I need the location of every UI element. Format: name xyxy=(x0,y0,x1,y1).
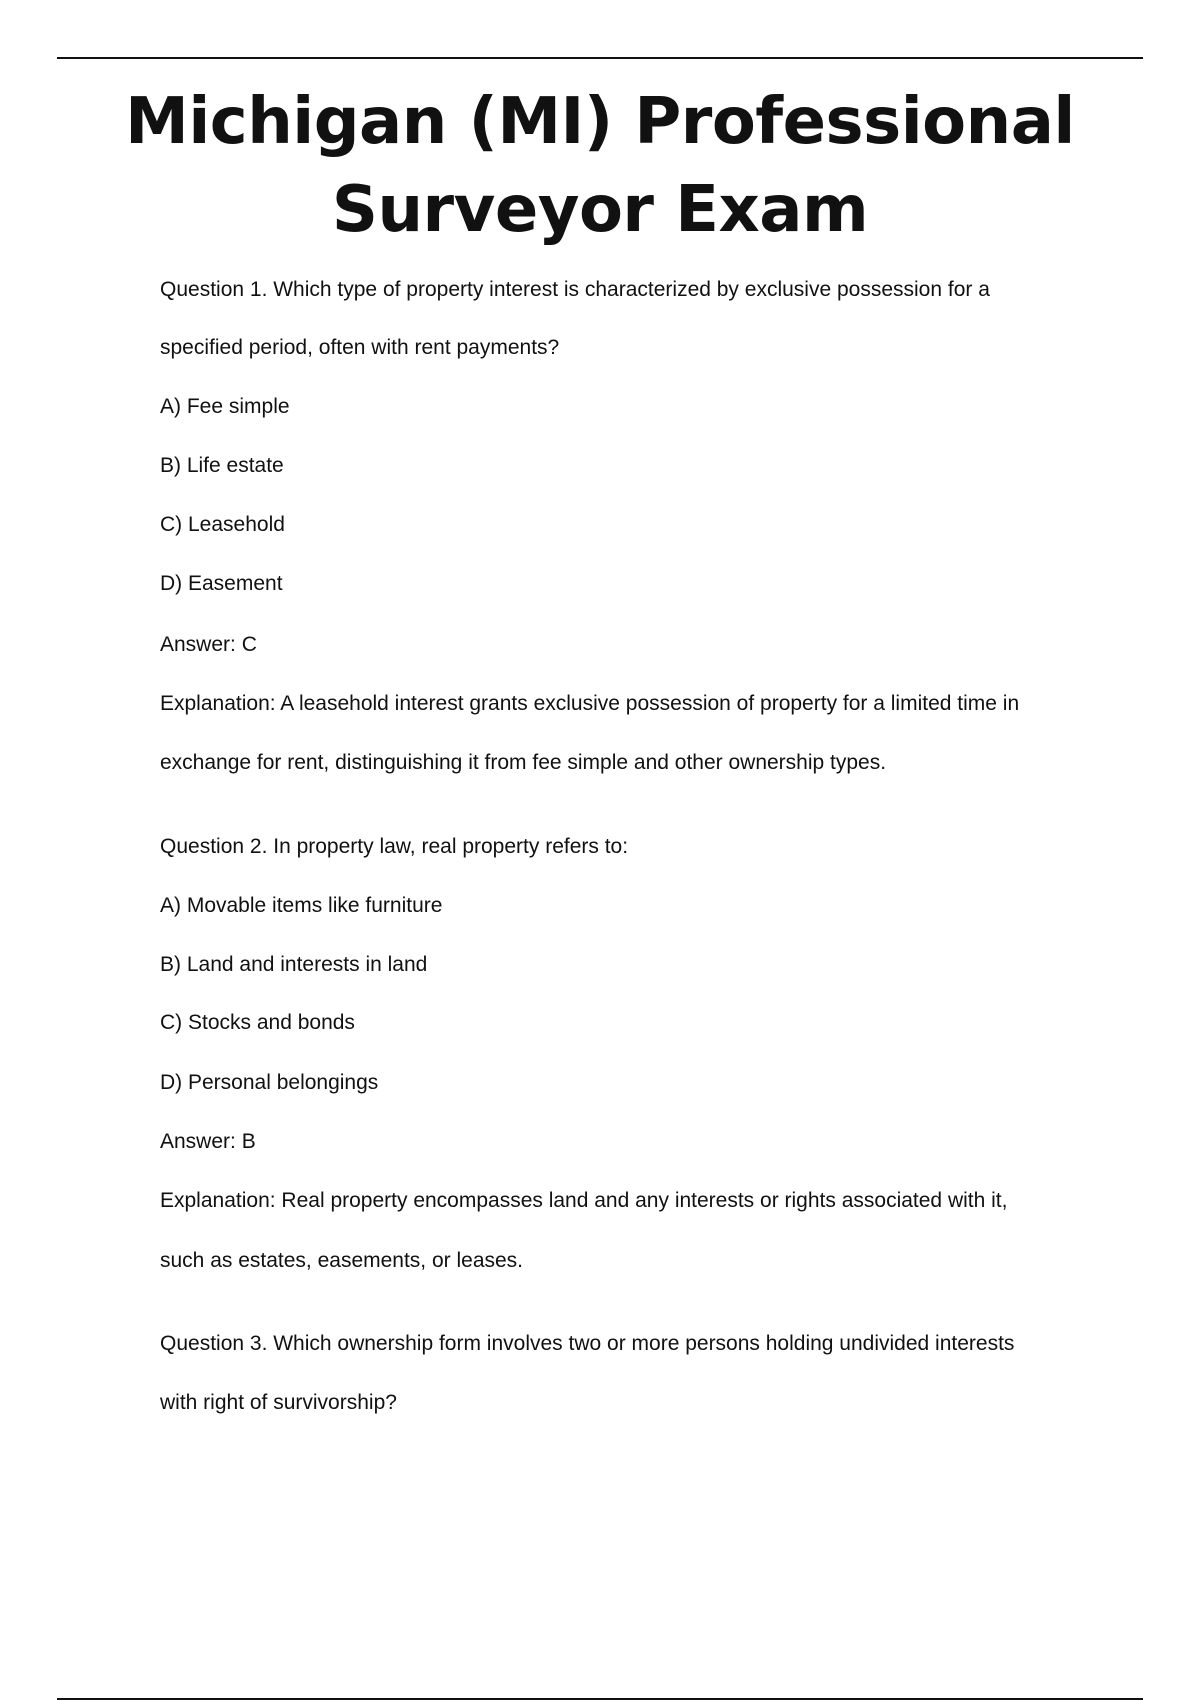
question-3-text-line-2: with right of survivorship? xyxy=(160,1391,397,1414)
question-2-answer: Answer: B xyxy=(160,1130,256,1153)
question-2-option-b: B) Land and interests in land xyxy=(160,953,428,976)
question-2-explanation-line-1: Explanation: Real property encompasses land and any interests or rights associated with it, xyxy=(160,1189,1008,1212)
question-1-option-a: A) Fee simple xyxy=(160,395,290,418)
top-rule xyxy=(57,57,1143,59)
question-2-explanation-line-2: such as estates, easements, or leases. xyxy=(160,1249,524,1272)
page-title xyxy=(0,78,1200,254)
question-1-option-b: B) Life estate xyxy=(160,454,284,477)
question-1-answer: Answer: C xyxy=(160,633,257,656)
question-2-option-d: D) Personal belongings xyxy=(160,1071,379,1094)
question-1-explanation-line-2: exchange for rent, distinguishing it from fee simple and other ownership types. xyxy=(160,751,887,774)
question-1-option-c: C) Leasehold xyxy=(160,513,285,536)
question-2-text-line-1: Question 2. In property law, real property refers to: xyxy=(160,835,629,858)
question-1-option-d: D) Easement xyxy=(160,572,283,595)
question-1-explanation-line-1: Explanation: A leasehold interest grants exclusive possession of property for a limited time in xyxy=(160,692,1020,715)
title-line-2: Surveyor Exam xyxy=(331,173,869,247)
question-1-text-line-1: Question 1. Which type of property interest is characterized by exclusive possession for a xyxy=(160,278,990,301)
question-3-text-line-1: Question 3. Which ownership form involves two or more persons holding undivided interests xyxy=(160,1332,1015,1355)
question-2-option-a: A) Movable items like furniture xyxy=(160,894,443,917)
question-2-option-c: C) Stocks and bonds xyxy=(160,1011,355,1034)
title-line-1: Michigan (MI) Professional xyxy=(125,85,1075,159)
question-1-text-line-2: specified period, often with rent payments? xyxy=(160,336,560,359)
